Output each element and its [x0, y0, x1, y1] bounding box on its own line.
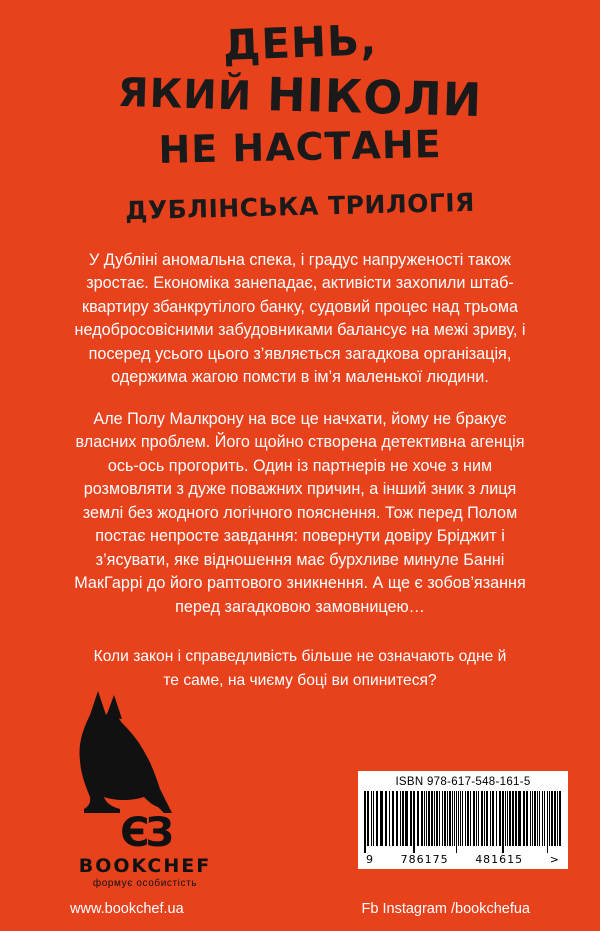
publisher-logo [60, 810, 230, 889]
publisher-tagline: формує особистість [92, 878, 198, 889]
barcode-digit-end: > [549, 853, 560, 866]
title-line-2 [0, 64, 600, 127]
publisher-social[interactable]: Fb Instagram /bookchefua [361, 901, 530, 917]
blurb-text [65, 249, 535, 619]
title-line-2-big: НІКОЛИ [266, 67, 483, 128]
title-line-1: ДЕНЬ, [221, 15, 378, 70]
isbn-text: ISBN 978-617-548-161-5 [395, 776, 531, 788]
series-subtitle: ДУБЛІНСЬКА ТРИЛОГІЯ [124, 187, 476, 226]
sitting-dog-silhouette-icon [60, 685, 180, 815]
barcode-digit-mid: 786175 [400, 853, 449, 866]
barcode-digits [364, 853, 562, 866]
publisher-logo-mark: ЄЗ [120, 810, 170, 856]
barcode-block [358, 771, 568, 869]
publisher-website[interactable]: www.bookchef.ua [70, 901, 184, 917]
title-block [0, 0, 600, 226]
blurb-paragraph-1: У Дубліні аномальна спека, і градус напруженості також зростає. Економіка занепадає, активісти захопили штаб-квартиру збанкрутілого банку, судовий процес над трьома недобросовісними забудовниками балансує на межі зриву, і посеред усього цього з’являється загадкова організація, одержима жагою помсти в ім’я маленької людини. [74, 251, 526, 387]
barcode-digit-left: 9 [366, 853, 374, 866]
cover-footer [0, 901, 600, 917]
title-line-3: НЕ НАСТАНЕ [157, 122, 443, 172]
publisher-name: BOOKCHEF [78, 855, 212, 877]
blurb-paragraph-2: Але Полу Малкрону на все це начхати, йому не бракує власних проблем. Його щойно створена детективна агенція ось-ось прогорить. Один із партнерів не хоче з ним розмовляти з дуже поважних причин, а інший зник з лиця землі без жодного логічного пояснення. Тож перед Полом постає непросте завдання: повернути довіру Бріджит і з’ясувати, яке відношення має бурхливе минуле Банні МакГаррі до його раптового зникнення. А ще є зобов’язання перед загадковою замовницею… [74, 409, 526, 616]
cover-bottom-area [0, 661, 600, 931]
title-line-2-small: ЯКИЙ [117, 69, 253, 120]
blurb-tagline: Коли закон і справедливість більше не означають одне й те саме, на чиєму боці ви опинитеся? [93, 648, 507, 689]
barcode-bars [364, 791, 562, 853]
barcode-digit-right: 481615 [475, 853, 524, 866]
